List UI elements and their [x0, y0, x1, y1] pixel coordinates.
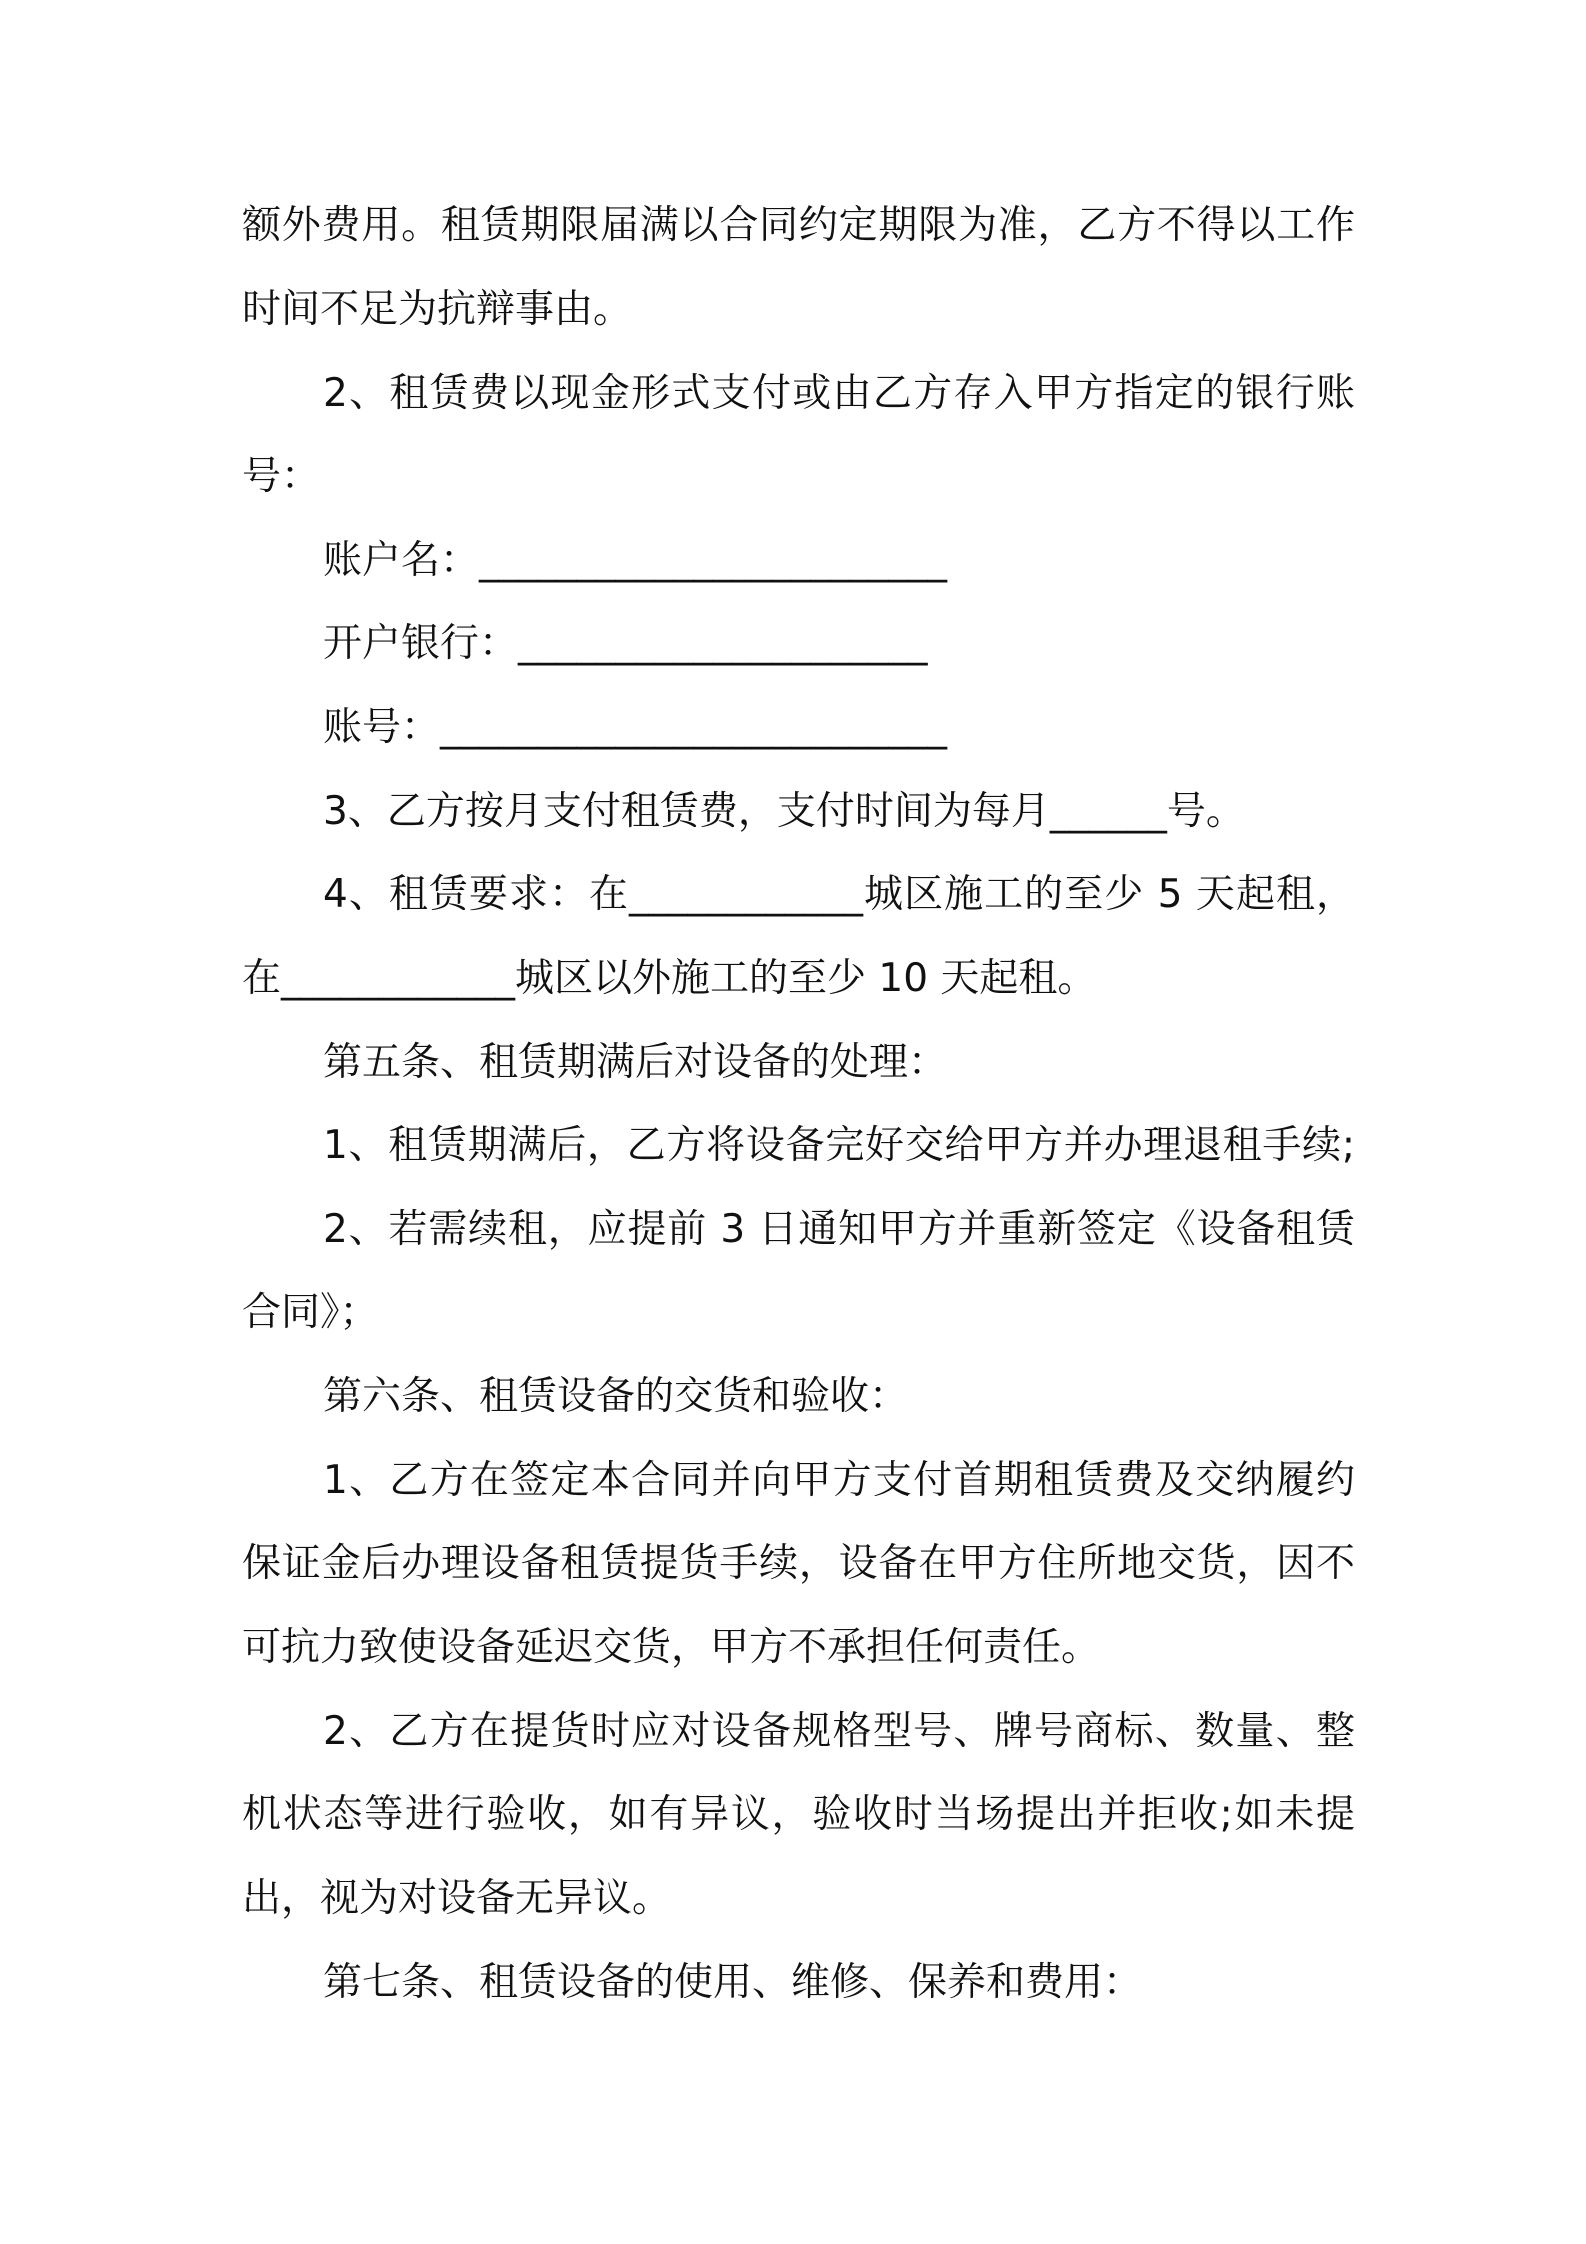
text-line: 4、租赁要求：在____________城区施工的至少 5 天起租， — [323, 872, 1355, 917]
text-line: 1、租赁期满后，乙方将设备完好交给甲方并办理退租手续; — [323, 1123, 1355, 1168]
text-line: 3、乙方按月支付租赁费，支付时间为每月______号。 — [323, 789, 1245, 834]
text-line: 可抗力致使设备延迟交货，甲方不承担任何责任。 — [242, 1625, 1101, 1670]
account-name-field: 账户名：________________________ — [323, 538, 948, 583]
account-number-field: 账号：__________________________ — [323, 705, 948, 750]
text-line: 2、乙方在提货时应对设备规格型号、牌号商标、数量、整 — [323, 1709, 1355, 1754]
text-line: 在____________城区以外施工的至少 10 天起租。 — [242, 956, 1097, 1001]
text-line: 号： — [242, 454, 321, 499]
text-line: 合同》； — [242, 1290, 379, 1335]
text-line: 保证金后办理设备租赁提货手续，设备在甲方住所地交货，因不 — [242, 1541, 1355, 1586]
text-line: 2、若需续租，应提前 3 日通知甲方并重新签定《设备租赁 — [323, 1207, 1355, 1252]
text-line: 出，视为对设备无异议。 — [242, 1876, 672, 1921]
text-line: 机状态等进行验收，如有异议，验收时当场提出并拒收;如未提 — [242, 1792, 1355, 1837]
text-line: 1、乙方在签定本合同并向甲方支付首期租赁费及交纳履约 — [323, 1458, 1355, 1503]
text-line: 2、租赁费以现金形式支付或由乙方存入甲方指定的银行账 — [323, 371, 1355, 416]
text-line: 时间不足为抗辩事由。 — [242, 287, 633, 332]
bank-name-field: 开户银行：_____________________ — [323, 621, 928, 666]
section-heading: 第六条、租赁设备的交货和验收： — [323, 1374, 909, 1419]
section-heading: 第五条、租赁期满后对设备的处理： — [323, 1040, 948, 1085]
text-line: 额外费用。租赁期限届满以合同约定期限为准，乙方不得以工作 — [242, 203, 1355, 248]
section-heading: 第七条、租赁设备的使用、维修、保养和费用： — [323, 1960, 1143, 2005]
